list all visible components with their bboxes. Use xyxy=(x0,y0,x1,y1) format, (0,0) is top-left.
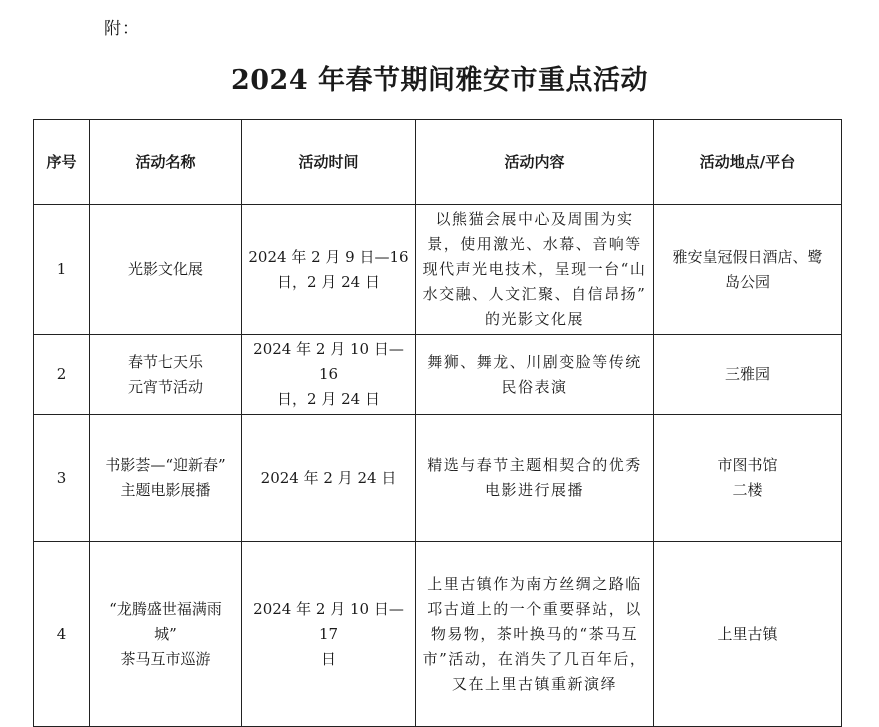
table-row xyxy=(34,335,842,415)
cell-name: “龙腾盛世福满雨 城” 茶马互市巡游 xyxy=(90,542,242,727)
attachment-label: 附： xyxy=(104,19,140,39)
cell-venue: 上里古镇 xyxy=(654,542,842,727)
document-title: 2024 年春节期间雅安市重点活动 xyxy=(230,65,649,96)
cell-no: 1 xyxy=(34,205,90,335)
cell-no: 4 xyxy=(34,542,90,727)
activities-table xyxy=(33,119,842,727)
header-name: 活动名称 xyxy=(90,120,242,205)
header-time: 活动时间 xyxy=(242,120,416,205)
cell-content: 上里古镇作为南方丝绸之路临 邛古道上的一个重要驿站，以 物易物，茶叶换马的“茶马互 市”活动，在消失了几百年后， 又在上里古镇重新演绎 xyxy=(416,542,654,727)
table-row xyxy=(34,415,842,542)
cell-content: 舞狮、舞龙、川剧变脸等传统 民俗表演 xyxy=(416,335,654,415)
cell-time: 2024 年 2 月 9 日—16 日，2 月 24 日 xyxy=(242,205,416,335)
cell-venue: 三雅园 xyxy=(654,335,842,415)
table-row xyxy=(34,205,842,335)
cell-venue: 市图书馆 二楼 xyxy=(654,415,842,542)
cell-content: 以熊猫会展中心及周围为实 景，使用激光、水幕、音响等 现代声光电技术，呈现一台“山 水交融、人文汇聚、自信昂扬” 的光影文化展 xyxy=(416,205,654,335)
table-row xyxy=(34,542,842,727)
cell-time: 2024 年 2 月 24 日 xyxy=(242,415,416,542)
header-no: 序号 xyxy=(34,120,90,205)
cell-content: 精选与春节主题相契合的优秀 电影进行展播 xyxy=(416,415,654,542)
cell-name: 光影文化展 xyxy=(90,205,242,335)
cell-name: 春节七天乐 元宵节活动 xyxy=(90,335,242,415)
header-venue: 活动地点/平台 xyxy=(654,120,842,205)
header-content: 活动内容 xyxy=(416,120,654,205)
table-header-row xyxy=(34,120,842,205)
cell-venue: 雅安皇冠假日酒店、鹭 岛公园 xyxy=(654,205,842,335)
cell-name: 书影荟—“迎新春” 主题电影展播 xyxy=(90,415,242,542)
cell-time: 2024 年 2 月 10 日—17 日 xyxy=(242,542,416,727)
cell-no: 2 xyxy=(34,335,90,415)
cell-no: 3 xyxy=(34,415,90,542)
cell-time: 2024 年 2 月 10 日—16 日，2 月 24 日 xyxy=(242,335,416,415)
